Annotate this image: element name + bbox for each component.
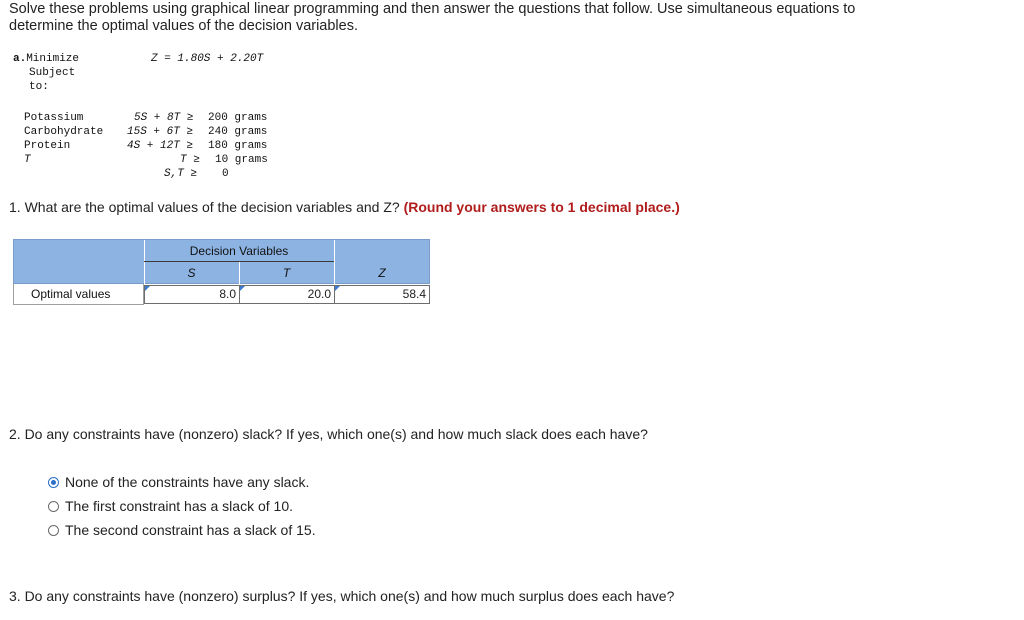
rounding-note: (Round your answers to 1 decimal place.) — [403, 199, 680, 215]
constraint-name: T — [24, 154, 31, 166]
constraint-expr: T ≥ — [180, 154, 200, 166]
answer-flag-icon — [335, 286, 340, 291]
problem-label: a.Minimize — [13, 53, 80, 65]
column-s-header: S — [187, 266, 196, 280]
answer-flag-icon — [240, 286, 245, 291]
constraint-rhs: 180 grams — [208, 140, 268, 152]
question-1-text: 1. What are the optimal values of the decision variables and Z? — [9, 199, 400, 215]
constraint-expr: 15S + 6T ≥ — [127, 126, 194, 138]
to-label: to: — [29, 81, 49, 93]
question-1 — [9, 199, 680, 215]
constraint-name: Protein — [24, 140, 71, 152]
slack-option-none[interactable]: None of the constraints have any slack. — [48, 474, 309, 490]
constraint-expr: 5S + 8T ≥ — [134, 112, 194, 124]
column-t-header: T — [282, 266, 291, 280]
z-value-input[interactable]: 58.4 — [334, 285, 430, 304]
slack-option-second[interactable]: The second constraint has a slack of 15. — [48, 522, 316, 538]
row-label-cell — [13, 284, 144, 305]
constraint-name: Carbohydrate — [24, 126, 104, 138]
column-z-header: Z — [378, 266, 386, 280]
minimize-label: Minimize — [26, 53, 80, 65]
constraint-rhs: 200 grams — [208, 112, 268, 124]
subject-label: Subject — [29, 67, 76, 79]
answer-flag-icon — [145, 286, 150, 291]
constraint-name: Potassium — [24, 112, 84, 124]
constraint-expr: 4S + 12T ≥ — [127, 140, 194, 152]
answer-table — [13, 239, 430, 305]
constraint-rhs: 0 — [222, 168, 229, 180]
radio-icon[interactable] — [48, 501, 59, 512]
constraint-rhs: 240 grams — [208, 126, 268, 138]
constraint-expr: S,T ≥ — [164, 168, 198, 180]
constraint-rhs: 10 grams — [215, 154, 268, 166]
s-value-input[interactable]: 8.0 — [144, 285, 240, 304]
slack-option-first[interactable]: The first constraint has a slack of 10. — [48, 498, 293, 514]
row-label: Optimal values — [31, 287, 111, 301]
question-2: 2. Do any constraints have (nonzero) slack? If yes, which one(s) and how much slack does each have? — [9, 426, 648, 442]
radio-icon[interactable] — [48, 525, 59, 536]
instructions-text: Solve these problems using graphical linear programming and then answer the questions that follow. Use simultaneous equations to determine the optimal values of the decision variables. — [9, 1, 856, 34]
objective-function: Z = 1.80S + 2.20T — [151, 53, 264, 65]
radio-selected-icon[interactable] — [48, 477, 59, 488]
question-3: 3. Do any constraints have (nonzero) surplus? If yes, which one(s) and how much surplus does each have? — [9, 588, 675, 604]
t-value-input[interactable]: 20.0 — [239, 285, 335, 304]
decision-variables-header: Decision Variables — [189, 244, 289, 258]
